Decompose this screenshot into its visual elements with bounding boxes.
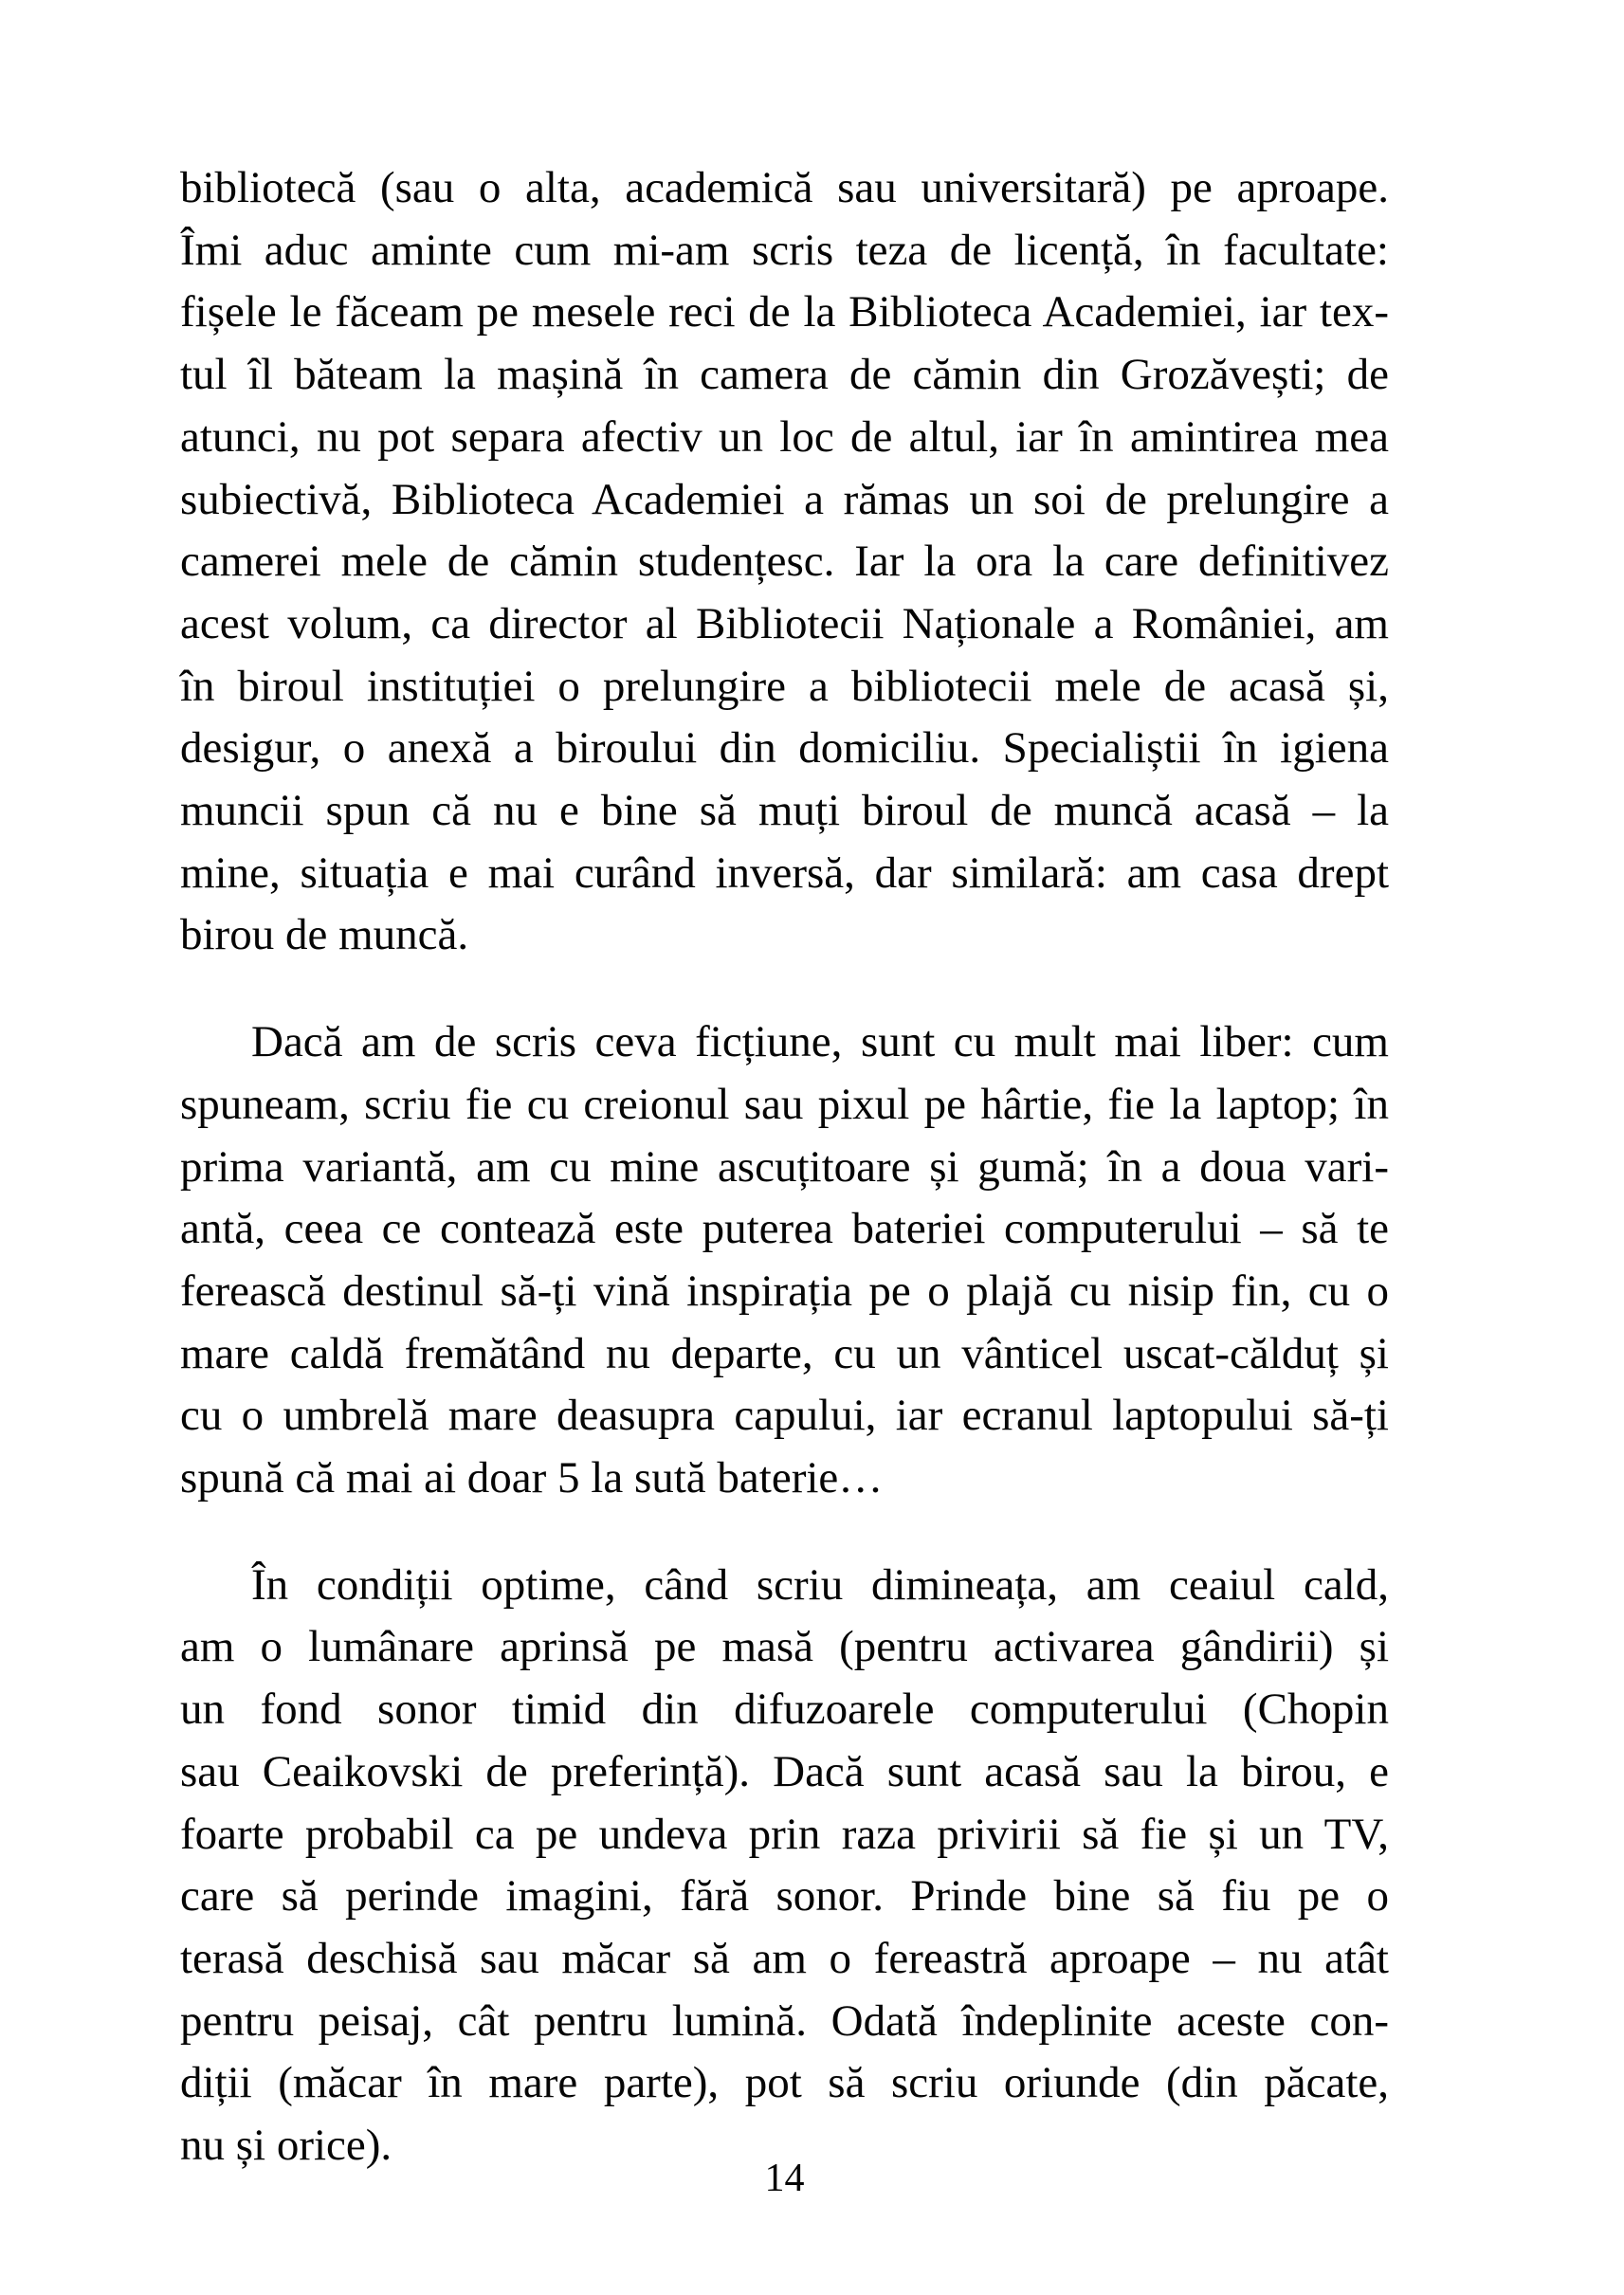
text-line: sau Ceaikovski de preferință). Dacă sunt acasă sau la birou, e [180,1746,1389,1796]
text-line: un fond sonor timid din difuzoarele computerului (Chopin [180,1685,1389,1735]
text-line: care să perinde imagini, fără sonor. Prinde bine să fiu pe o [180,1871,1389,1922]
text-line: camerei mele de cămin studențesc. Iar la ora la care definitivez [180,537,1389,587]
text-line: atunci, nu pot separa afectiv un loc de altul, iar în amintirea mea [180,411,1389,462]
text-line: fișele le făceam pe mesele reci de la Biblioteca Academiei, iar tex- [180,287,1389,337]
text-line: antă, ceea ce contează este puterea bateriei computerului – să te [180,1204,1389,1254]
text-line: terasă deschisă sau măcar să am o fereastră aproape – nu atât [180,1933,1389,1983]
text-line: am o lumânare aprinsă pe masă (pentru activarea gândirii) și [180,1622,1389,1672]
text-line: pentru peisaj, cât pentru lumină. Odată îndeplinite aceste con- [180,1995,1389,2046]
text-line: ferească destinul să-ți vină inspirația pe o plajă cu nisip fin, cu o [180,1266,1389,1316]
text-line: în biroul instituției o prelungire a bibliotecii mele de acasă și, [180,661,1389,711]
text-line: În condiții optime, când scriu dimineața, am ceaiul cald, [251,1559,1389,1610]
page-number: 14 [764,2157,805,2200]
text-line: nu și orice). [180,2121,392,2171]
text-line: cu o umbrelă mare deasupra capului, iar ecranul laptopului să-ți [180,1391,1389,1441]
text-line: prima variantă, am cu mine ascuțitoare și gumă; în a doua vari- [180,1141,1389,1192]
text-line: mare caldă fremătând nu departe, cu un vânticel uscat-călduț și [180,1328,1389,1378]
text-line: spuneam, scriu fie cu creionul sau pixul pe hârtie, fie la laptop; în [180,1079,1389,1129]
text-line: acest volum, ca director al Bibliotecii Naționale a României, am [180,598,1389,648]
text-line: tul îl băteam la mașină în camera de cămin din Grozăvești; de [180,350,1389,400]
text-line: mine, situația e mai curând inversă, dar similară: am casa drept [180,847,1389,898]
text-line: muncii spun că nu e bine să muți biroul de muncă acasă – la [180,786,1389,836]
text-line: subiectivă, Biblioteca Academiei a rămas un soi de prelungire a [180,474,1389,524]
page-text-block [180,157,1389,2222]
text-line: foarte probabil ca pe undeva prin raza privirii să fie și un TV, [180,1809,1389,1859]
text-line: bibliotecă (sau o alta, academică sau universitară) pe aproape. [180,163,1389,212]
text-line: birou de muncă. [180,910,469,960]
text-line: Îmi aduc aminte cum mi-am scris teza de licență, în facultate: [180,225,1389,275]
text-line: desigur, o anexă a biroului din domiciliu. Specialiștii în igiena [180,723,1389,774]
text-line: Dacă am de scris ceva ficțiune, sunt cu mult mai liber: cum [251,1017,1389,1067]
text-line: diții (măcar în mare parte), pot să scriu oriunde (din păcate, [180,2058,1389,2108]
text-line: spună că mai ai doar 5 la sută baterie… [180,1453,884,1503]
